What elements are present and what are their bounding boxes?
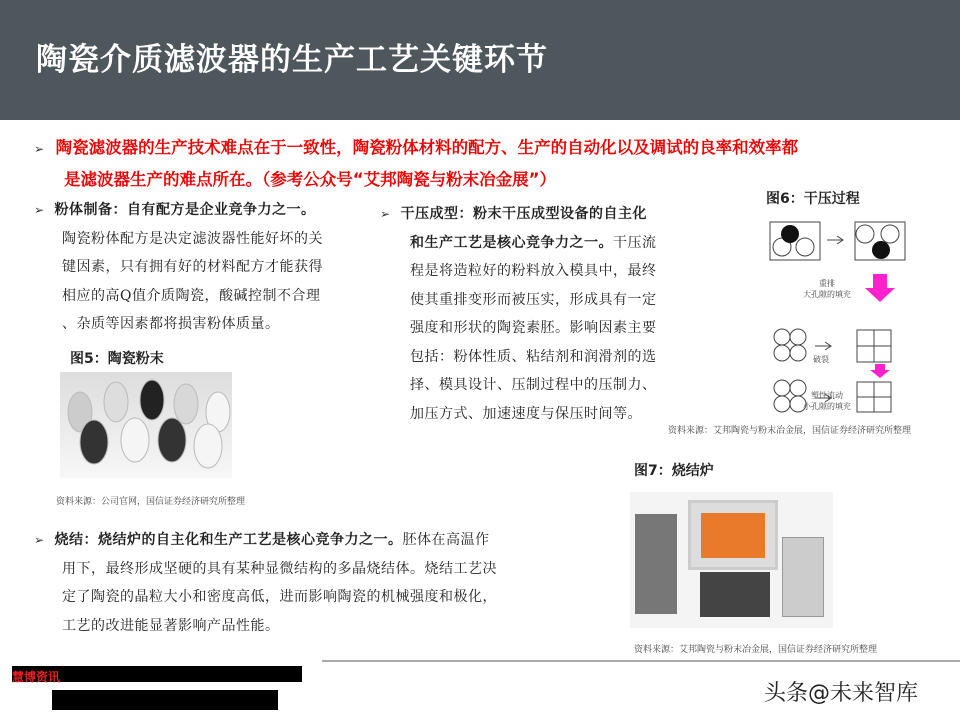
watermark: 头条@未来智库 (764, 681, 919, 706)
powder-line: 相应的高Q值介质陶瓷，酸碱控制不合理 (62, 287, 321, 304)
press-line: 使其重排变形而被压实，形成具有一定 (410, 291, 657, 308)
label: 小孔隙的填充 (803, 402, 851, 411)
press-section: ➢ 干压成型：粉末干压成型设备的自主化 和生产工艺是核心竞争力之一。干压流 程是将造粒好的粉料放入模具中，最终 使其重排变形而被压实，形成具有一定 强度和形状的陶瓷素胚。影响因素主要 包括：粉体性质、粘结剂和润滑剂的选 择、模具设计、压制过程中的压制力、 加压方式、加速速度与保压时间等。 (380, 200, 710, 428)
fig5-source: 资料来源：公司官网，国信证券经济研究所整理 (56, 497, 246, 507)
press-line: 程是将造粒好的粉料放入模具中，最终 (410, 263, 657, 279)
footer-brand: 慧博资讯 (12, 670, 61, 684)
press-line: 加压方式、加速速度与保压时间等。 (410, 405, 642, 422)
powder-line: 、杂质等因素都将损害粉体质量。 (62, 316, 280, 332)
sinter-line: 工艺的改进能显著影响产品性能。 (62, 617, 280, 634)
fig5-caption: 图5：陶瓷粉末 (70, 351, 164, 367)
footer-divider (322, 660, 960, 662)
redacted-bar-2 (52, 690, 278, 710)
fig6-labels (803, 278, 851, 300)
press-line: 择、模具设计、压制过程中的压制力、 (410, 377, 657, 393)
ceramic-powder-image (60, 372, 232, 478)
dry-press-illustration (765, 212, 935, 417)
press-line: 包括：粉体性质、粘结剂和润滑剂的选 (410, 348, 657, 365)
powder-bottles-illustration (60, 372, 232, 478)
intro-line2: 是滤波器生产的难点所在。（参考公众号“艾邦陶瓷与粉末冶金展”） (64, 170, 556, 189)
press-text: 干压流 (613, 234, 657, 251)
fig6-source: 资料来源：艾邦陶瓷与粉末冶金展，国信证券经济研究所整理 (668, 426, 912, 436)
label: 大孔隙的填充 (803, 290, 851, 299)
powder-line: 陶瓷粉体配方是决定滤波器性能好坏的关 (62, 230, 323, 247)
furnace-cabinet (635, 514, 677, 614)
fig6-labels-2 (803, 390, 851, 412)
sinter-text: 胚体在高温作 (402, 532, 490, 548)
press-heading: 干压成型：粉末干压成型设备的自主化 (400, 206, 647, 222)
redacted-bar (12, 666, 302, 682)
label: 塑性流动 (811, 391, 843, 400)
powder-line: 键因素，只有拥有好的材料配方才能获得 (62, 259, 323, 275)
sinter-line: 用下，最终形成坚硬的具有某种显微结构的多晶烧结体。烧结工艺决 (62, 560, 497, 577)
fig7-source: 资料来源：艾邦陶瓷与粉末冶金展，国信证券经济研究所整理 (634, 645, 878, 655)
sintering-furnace-image (630, 492, 833, 628)
furnace-body (688, 500, 778, 570)
fig6-caption: 图6：干压过程 (766, 191, 860, 207)
press-heading-2: 和生产工艺是核心竞争力之一。 (410, 234, 613, 251)
control-cabinet (782, 537, 824, 617)
powder-section: ➢ 粉体制备：自有配方是企业竞争力之一。 陶瓷粉体配方是决定滤波器性能好坏的关 键因素，只有拥有好的材料配方才能获得 相应的高Q值介质陶瓷，酸碱控制不合理 、杂质等因素都将损害粉体质量。 (34, 196, 364, 339)
furnace-stand (700, 572, 770, 617)
label: 重排 (819, 279, 835, 288)
label: 破裂 (813, 355, 829, 364)
powder-heading: 粉体制备：自有配方是企业竞争力之一。 (54, 202, 316, 218)
intro-bullet: ➢ 陶瓷滤波器的生产技术难点在于一致性，陶瓷粉体材料的配方、生产的自动化以及调试的良率和效率都 (34, 138, 799, 157)
page-title: 陶瓷介质滤波器的生产工艺关键环节 (36, 42, 548, 78)
intro-line1: 陶瓷滤波器的生产技术难点在于一致性，陶瓷粉体材料的配方、生产的自动化以及调试的良率和效率都 (55, 138, 799, 157)
sinter-heading: 烧结：烧结炉的自主化和生产工艺是核心竞争力之一。 (54, 532, 403, 548)
press-line: 强度和形状的陶瓷素胚。影响因素主要 (410, 320, 657, 336)
sinter-line: 定了陶瓷的晶粒大小和密度高低，进而影响陶瓷的机械强度和极化， (62, 589, 497, 605)
fig7-caption: 图7：烧结炉 (634, 463, 714, 479)
dry-press-diagram (765, 212, 935, 417)
sinter-section: ➢ 烧结：烧结炉的自主化和生产工艺是核心竞争力之一。胚体在高温作 用下，最终形成坚硬的具有某种显微结构的多晶烧结体。烧结工艺决 定了陶瓷的晶粒大小和密度高低，进而影响陶瓷的机械强度和极化， 工艺的改进能显著影响产品性能。 (34, 526, 564, 640)
